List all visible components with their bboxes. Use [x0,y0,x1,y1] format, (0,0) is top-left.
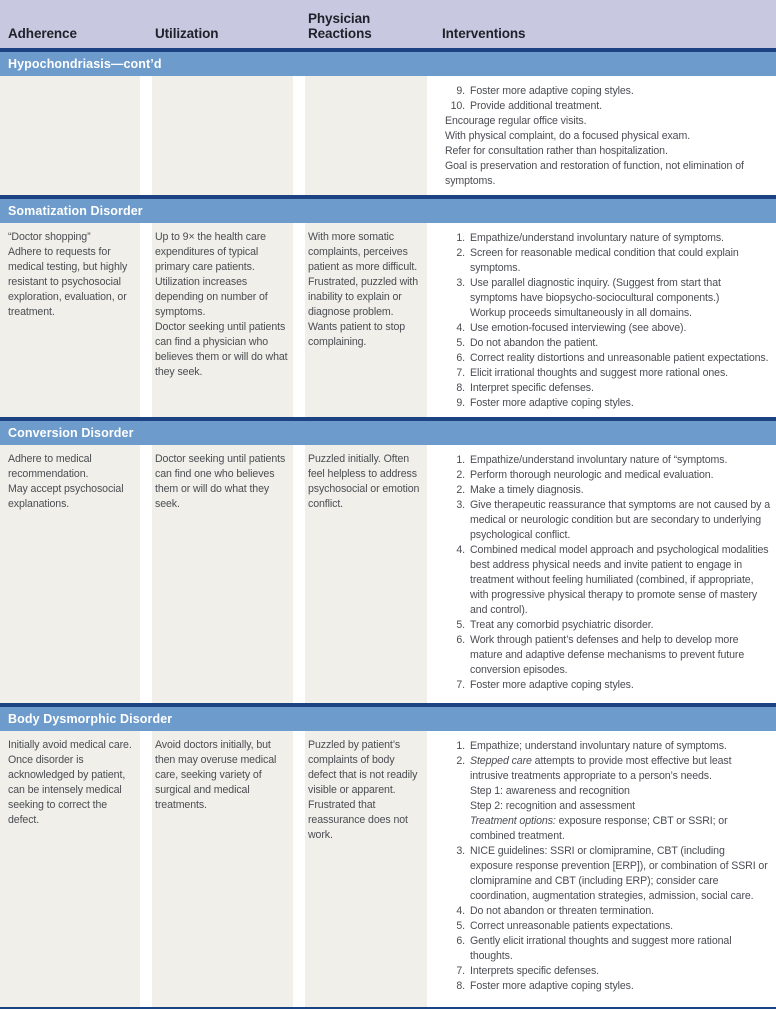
intervention-text [445,159,770,189]
intervention-number: 1. [456,454,465,466]
intervention-text [470,919,770,934]
paragraph: Doctor seeking until patients can find one who believes them or will do what they seek. [155,453,286,510]
paragraph: Up to 9× the health care expenditures of typical primary care patients. [155,231,266,273]
section-header [0,48,776,76]
paragraph: Initially avoid medical care. [8,739,132,751]
paragraph: Puzzled by patient’s complaints of body defect that is not readily visible or apparent. [308,739,418,796]
intervention-number: 8. [456,382,465,394]
intervention-text [470,321,770,336]
intervention-number: 6. [456,935,465,947]
paragraph: “Doctor shopping” [8,231,91,243]
section-title: Body Dysmorphic Disorder [8,712,173,726]
cell-interventions [439,445,776,703]
plain-text: attempts to provide most effective but least intrusive treatments appropriate to a person’s needs. [470,755,732,782]
intervention-number: 6. [456,634,465,646]
cell-utilization [152,76,293,195]
intervention-text [470,366,770,381]
paragraph: Once disorder is acknowledged by patient, can be intensely medical seeking to correct the defect. [8,754,126,826]
intervention-line: Foster more adaptive coping styles. [470,85,634,97]
intervention-item [445,231,770,246]
cell-physician-reactions [305,445,427,703]
section-header [0,417,776,445]
table-row [0,223,776,417]
intervention-number: 5. [456,619,465,631]
intervention-item [445,453,770,468]
paragraph: May accept psychosocial explanations. [8,483,124,510]
italic-text: Stepped care [470,755,532,767]
intervention-line: Use emotion-focused interviewing (see above). [470,322,687,334]
paragraph: Avoid doctors initially, but then may overuse medical care, seeking variety of surgical and medical treatments. [155,739,277,811]
intervention-line: Correct unreasonable patients expectations. [470,920,673,932]
intervention-item [445,543,770,618]
intervention-text [470,351,770,366]
intervention-text [470,543,770,618]
intervention-text [470,276,770,321]
intervention-item [445,964,770,979]
intervention-text [470,964,770,979]
intervention-number: 4. [456,905,465,917]
intervention-line: Elicit irrational thoughts and suggest more rational ones. [470,367,729,379]
cell-adherence [0,731,140,1007]
intervention-text [470,618,770,633]
paragraph: Frustrated that reassurance does not work. [308,799,408,841]
intervention-number: 4. [456,544,465,556]
section-title: Hypochondriasis—cont’d [8,57,162,71]
intervention-number: 2. [456,484,465,496]
cell-adherence [0,223,140,417]
intervention-line: Empathize/understand involuntary nature of “symptoms. [470,454,728,466]
table-row [0,731,776,1007]
paragraph: With more somatic complaints, perceives patient as more difficult. [308,231,418,273]
intervention-number: 2. [456,247,465,259]
intervention-number: 7. [456,367,465,379]
intervention-item [445,129,770,144]
intervention-line: With physical complaint, do a focused physical exam. [445,130,691,142]
intervention-item [445,159,770,189]
intervention-text [470,396,770,411]
intervention-line: Foster more adaptive coping styles. [470,980,634,992]
intervention-item [445,979,770,994]
intervention-item [445,904,770,919]
intervention-text [470,336,770,351]
intervention-item [445,321,770,336]
section-header [0,703,776,731]
section-header [0,195,776,223]
intervention-number: 2. [456,469,465,481]
column-header-adherence: Adherence [8,26,77,41]
intervention-line: Correct reality distortions and unreasonable patient expectations. [470,352,769,364]
intervention-item [445,84,770,99]
intervention-line: Give therapeutic reassurance that symptoms are not caused by a medical or neurologic condition but are secondary to underlying psychological conflict. [470,499,771,541]
cell-interventions [439,223,776,417]
intervention-number: 3. [456,499,465,511]
intervention-text [470,633,770,678]
intervention-item [445,144,770,159]
plain-text: exposure response; CBT or SSRI; or combined treatment. [470,815,728,842]
intervention-text [470,844,770,904]
intervention-text [470,231,770,246]
intervention-line: Goal is preservation and restoration of function, not elimination of symptoms. [445,160,744,187]
intervention-item [445,618,770,633]
paragraph: Wants patient to stop complaining. [308,321,406,348]
intervention-item [445,739,770,754]
cell-physician-reactions [305,76,427,195]
section-title: Conversion Disorder [8,426,134,440]
intervention-line: NICE guidelines: SSRI or clomipramine, CBT (including exposure response prevention [ERP]), or combination of SSRI or clomipramine and CBT (including ERP); consider care coordination, augmentation strategies, admission, social care. [470,845,768,902]
intervention-number: 6. [456,352,465,364]
intervention-item [445,633,770,678]
cell-utilization [152,731,293,1007]
intervention-item [445,381,770,396]
intervention-number: 10. [450,100,465,112]
intervention-line: Provide additional treatment. [470,100,602,112]
intervention-line: Treat any comorbid psychiatric disorder. [470,619,654,631]
intervention-line: Make a timely diagnosis. [470,484,584,496]
intervention-line: Foster more adaptive coping styles. [470,679,634,691]
intervention-number: 5. [456,337,465,349]
intervention-item [445,919,770,934]
intervention-text [470,678,770,693]
intervention-item [445,246,770,276]
table-row [0,76,776,195]
paragraph: Puzzled initially. Often feel helpless to address psychosocial or emotion conflict. [308,453,420,510]
intervention-number: 7. [456,679,465,691]
intervention-line: Interprets specific defenses. [470,965,599,977]
intervention-item [445,934,770,964]
intervention-text [470,498,770,543]
intervention-text [470,246,770,276]
section-title: Somatization Disorder [8,204,143,218]
paragraph: Frustrated, puzzled with inability to explain or diagnose problem. [308,276,419,318]
intervention-item [445,114,770,129]
intervention-text [470,934,770,964]
paragraph: Utilization increases depending on number of symptoms. [155,276,268,318]
cell-adherence [0,76,140,195]
cell-utilization [152,223,293,417]
cell-utilization [152,445,293,703]
column-header-interventions: Interventions [442,26,526,41]
intervention-line: Combined medical model approach and psychological modalities best address physical needs and invite patient to engage in treatment without feeling humiliated (combined, if appropriate, with progressive physical therapy to promote sense of mastery and control). [470,544,769,616]
intervention-text [470,979,770,994]
paragraph: Adhere to medical recommendation. [8,453,92,480]
intervention-number: 4. [456,322,465,334]
intervention-number: 1. [456,740,465,752]
column-header-physician-reactions: Physician Reactions [308,11,372,41]
intervention-line [470,754,770,784]
cell-interventions [439,76,776,195]
intervention-line: Step 1: awareness and recognition [470,785,630,797]
table-bottom-rule [0,1007,776,1009]
intervention-item [445,754,770,844]
intervention-number: 9. [456,85,465,97]
column-header-row [0,0,776,48]
intervention-number: 7. [456,965,465,977]
intervention-text [470,381,770,396]
intervention-line: Screen for reasonable medical condition that could explain symptoms. [470,247,739,274]
intervention-item [445,678,770,693]
intervention-text [470,904,770,919]
intervention-number: 5. [456,920,465,932]
intervention-line: Interpret specific defenses. [470,382,594,394]
cell-interventions [439,731,776,1007]
intervention-number: 9. [456,397,465,409]
intervention-text [445,144,770,159]
intervention-item [445,336,770,351]
intervention-number: 3. [456,845,465,857]
intervention-text [445,129,770,144]
intervention-line: Step 2: recognition and assessment [470,800,636,812]
intervention-item [445,844,770,904]
intervention-text [470,453,770,468]
intervention-text [470,739,770,754]
intervention-item [445,366,770,381]
intervention-item [445,99,770,114]
intervention-line: Encourage regular office visits. [445,115,587,127]
intervention-item [445,276,770,321]
intervention-item [445,351,770,366]
intervention-text [470,84,770,99]
cell-physician-reactions [305,223,427,417]
intervention-line: Use parallel diagnostic inquiry. (Suggest from start that symptoms have biopsycho-sociocultural components.) [470,277,721,304]
italic-text: Treatment options: [470,815,556,827]
intervention-item [445,483,770,498]
intervention-line: Empathize/understand involuntary nature of symptoms. [470,232,724,244]
intervention-text [470,754,770,844]
intervention-item [445,396,770,411]
intervention-number: 1. [456,232,465,244]
table-row [0,445,776,703]
intervention-number: 2. [456,755,465,767]
intervention-line: Gently elicit irrational thoughts and suggest more rational thoughts. [470,935,732,962]
intervention-number: 8. [456,980,465,992]
intervention-text [445,114,770,129]
column-header-utilization: Utilization [155,26,219,41]
intervention-line: Foster more adaptive coping styles. [470,397,634,409]
intervention-line: Workup proceeds simultaneously in all domains. [470,307,692,319]
intervention-line [470,814,770,844]
cell-adherence [0,445,140,703]
intervention-line: Empathize; understand involuntary nature of symptoms. [470,740,727,752]
intervention-text [470,483,770,498]
cell-physician-reactions [305,731,427,1007]
intervention-line: Refer for consultation rather than hospitalization. [445,145,668,157]
intervention-line: Do not abandon the patient. [470,337,599,349]
intervention-line: Work through patient’s defenses and help to develop more mature and adaptive defense mechanisms to prevent future conversion episodes. [470,634,745,676]
intervention-line: Do not abandon or threaten termination. [470,905,654,917]
paragraph: Adhere to requests for medical testing, but highly resistant to psychosocial exploration, evaluation, or treatment. [8,246,128,318]
paragraph: Doctor seeking until patients can find a physician who believes them or will do what they seek. [155,321,288,378]
intervention-line: Perform thorough neurologic and medical evaluation. [470,469,714,481]
intervention-text [470,99,770,114]
intervention-number: 3. [456,277,465,289]
table-body [0,48,776,1007]
intervention-item [445,498,770,543]
intervention-text [470,468,770,483]
intervention-item [445,468,770,483]
